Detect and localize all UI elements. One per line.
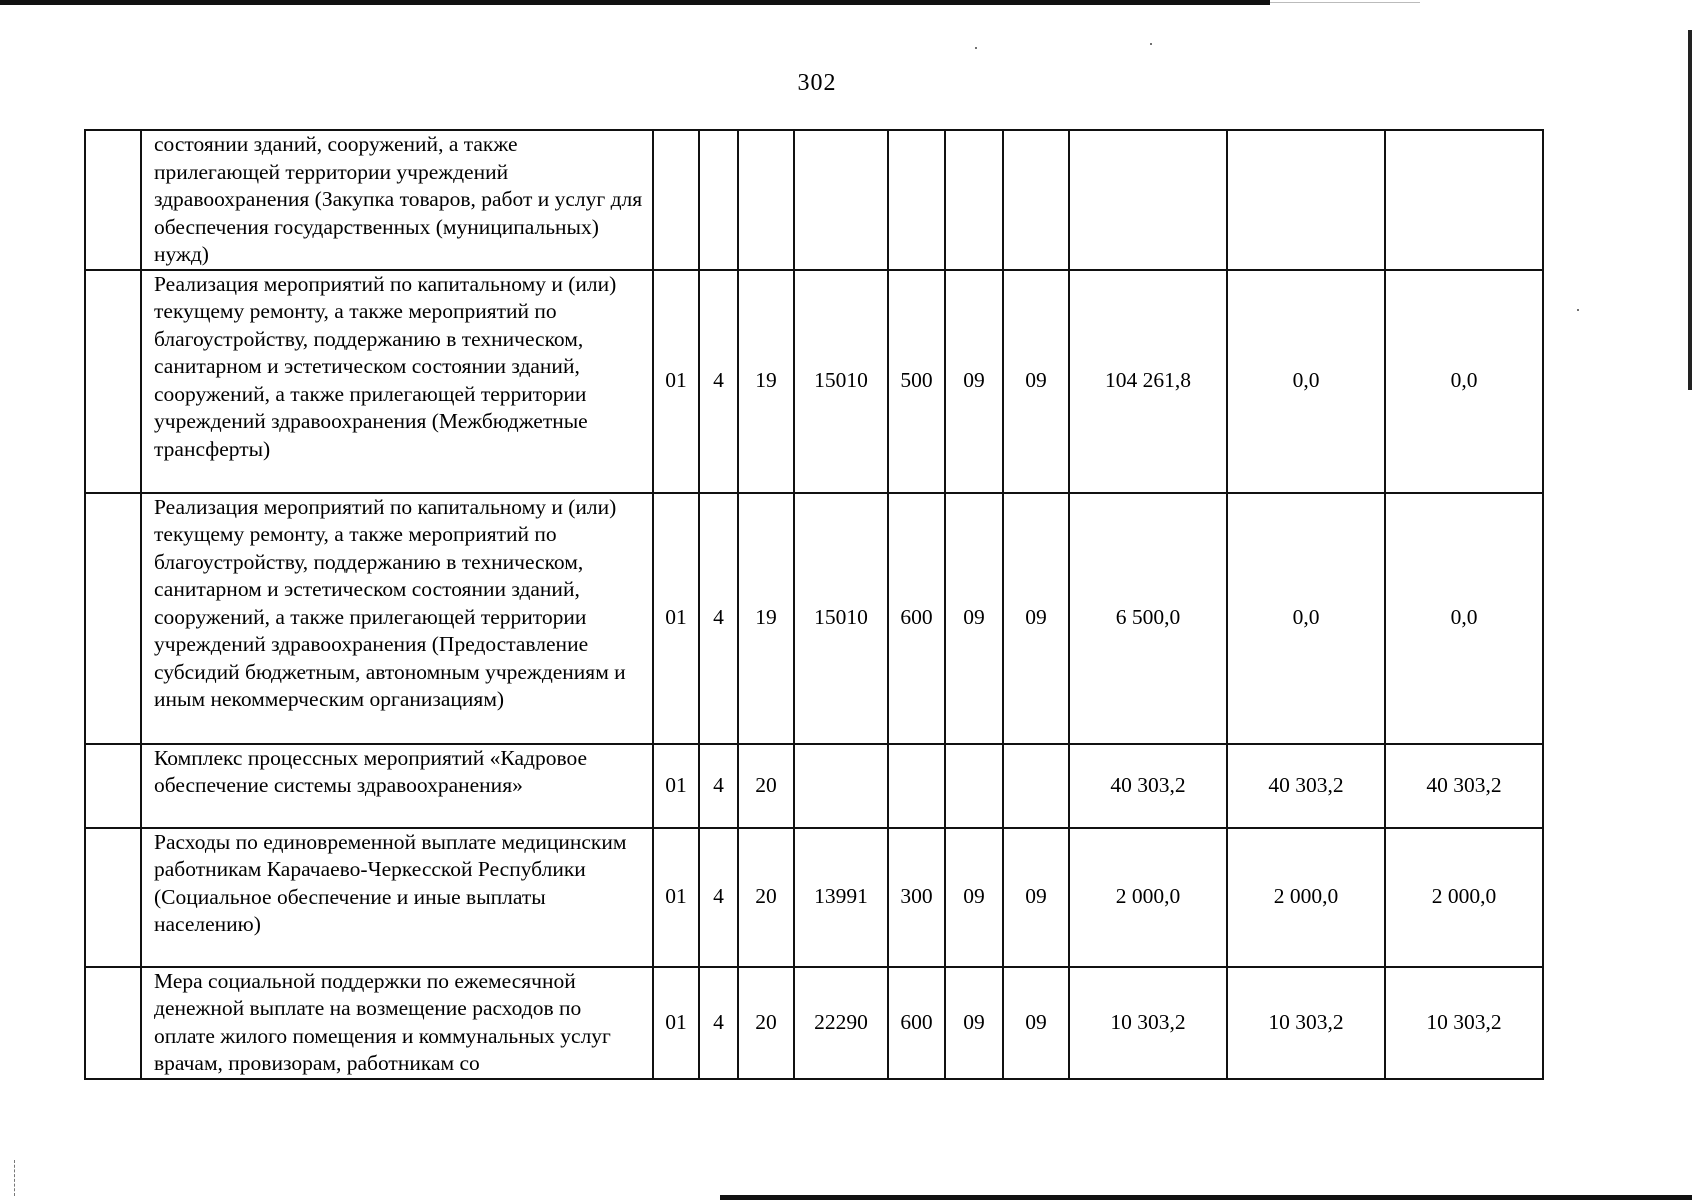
table-row (85, 744, 1543, 828)
scan-top-edge-faint (1270, 2, 1420, 3)
scan-top-edge (0, 0, 1270, 5)
amount-year-1: 2 000,0 (1069, 828, 1227, 967)
row-number-cell (85, 967, 141, 1079)
amount-year-2: 10 303,2 (1227, 967, 1385, 1079)
program-code: 01 (653, 828, 699, 967)
scan-bottom-edge (720, 1195, 1692, 1200)
subsection-code: 09 (1003, 967, 1069, 1079)
amount-year-1: 6 500,0 (1069, 493, 1227, 744)
amount-year-3: 2 000,0 (1385, 828, 1543, 967)
row-description: Расходы по единовременной выплате медицинским работникам Карачаево-Черкесской Республики (Социальное обеспечение и иные выплаты населению) (141, 828, 653, 967)
amount-year-1: 10 303,2 (1069, 967, 1227, 1079)
expense-type-code (888, 744, 945, 828)
direction-code: 15010 (794, 493, 888, 744)
program-code: 01 (653, 270, 699, 493)
table-row (85, 493, 1543, 744)
event-code: 20 (738, 744, 794, 828)
event-code: 20 (738, 828, 794, 967)
amount-year-3: 0,0 (1385, 493, 1543, 744)
event-code: 19 (738, 270, 794, 493)
table-row (85, 270, 1543, 493)
direction-code (794, 744, 888, 828)
direction-code: 22290 (794, 967, 888, 1079)
amount-year-3: 10 303,2 (1385, 967, 1543, 1079)
subprogram-code: 4 (699, 493, 738, 744)
section-code: 09 (945, 967, 1003, 1079)
event-code: 20 (738, 967, 794, 1079)
subsection-code: 09 (1003, 270, 1069, 493)
program-code (653, 130, 699, 270)
amount-year-1: 40 303,2 (1069, 744, 1227, 828)
section-code (945, 744, 1003, 828)
page-number: 302 (797, 70, 837, 96)
amount-year-3: 40 303,2 (1385, 744, 1543, 828)
subprogram-code (699, 130, 738, 270)
row-number-cell (85, 493, 141, 744)
subprogram-code: 4 (699, 828, 738, 967)
table-row (85, 828, 1543, 967)
section-code: 09 (945, 828, 1003, 967)
scan-speck (1577, 309, 1579, 311)
subprogram-code: 4 (699, 967, 738, 1079)
expense-type-code: 600 (888, 493, 945, 744)
table-row (85, 130, 1543, 270)
subsection-code: 09 (1003, 493, 1069, 744)
amount-year-2 (1227, 130, 1385, 270)
section-code: 09 (945, 493, 1003, 744)
row-description: Реализация мероприятий по капитальному и (или) текущему ремонту, а также мероприятий по благоустройству, поддержанию в техническом, санитарном и эстетическом состоянии зданий, сооружений, а также прилегающей территории учреждений здравоохранения (Межбюджетные трансферты) (141, 270, 653, 493)
expense-type-code: 500 (888, 270, 945, 493)
scan-left-mark (14, 1160, 16, 1196)
scan-speck (975, 47, 977, 49)
amount-year-3: 0,0 (1385, 270, 1543, 493)
subsection-code: 09 (1003, 828, 1069, 967)
direction-code (794, 130, 888, 270)
amount-year-1 (1069, 130, 1227, 270)
row-number-cell (85, 744, 141, 828)
row-description: Комплекс процессных мероприятий «Кадровое обеспечение системы здравоохранения» (141, 744, 653, 828)
row-number-cell (85, 828, 141, 967)
row-description: состоянии зданий, сооружений, а также прилегающей территории учреждений здравоохранения (Закупка товаров, работ и услуг для обеспечения государственных (муниципальных) нужд) (141, 130, 653, 270)
row-description: Мера социальной поддержки по ежемесячной денежной выплате на возмещение расходов по оплате жилого помещения и коммунальных услуг врачам, провизорам, работникам со (141, 967, 653, 1079)
expense-type-code (888, 130, 945, 270)
budget-table (84, 129, 1544, 1080)
subprogram-code: 4 (699, 744, 738, 828)
row-description: Реализация мероприятий по капитальному и (или) текущему ремонту, а также мероприятий по благоустройству, поддержанию в техническом, санитарном и эстетическом состоянии зданий, сооружений, а также прилегающей территории учреждений здравоохранения (Предоставление субсидий бюджетным, автономным учреждениям и иным некоммерческим организациям) (141, 493, 653, 744)
subprogram-code: 4 (699, 270, 738, 493)
amount-year-2: 0,0 (1227, 493, 1385, 744)
amount-year-2: 0,0 (1227, 270, 1385, 493)
scan-right-edge (1688, 30, 1692, 390)
section-code (945, 130, 1003, 270)
direction-code: 15010 (794, 270, 888, 493)
amount-year-3 (1385, 130, 1543, 270)
expense-type-code: 600 (888, 967, 945, 1079)
program-code: 01 (653, 967, 699, 1079)
direction-code: 13991 (794, 828, 888, 967)
event-code: 19 (738, 493, 794, 744)
program-code: 01 (653, 744, 699, 828)
amount-year-2: 40 303,2 (1227, 744, 1385, 828)
row-number-cell (85, 130, 141, 270)
table-row (85, 967, 1543, 1079)
expense-type-code: 300 (888, 828, 945, 967)
amount-year-2: 2 000,0 (1227, 828, 1385, 967)
section-code: 09 (945, 270, 1003, 493)
program-code: 01 (653, 493, 699, 744)
event-code (738, 130, 794, 270)
scan-speck (1150, 43, 1152, 45)
subsection-code (1003, 130, 1069, 270)
row-number-cell (85, 270, 141, 493)
subsection-code (1003, 744, 1069, 828)
amount-year-1: 104 261,8 (1069, 270, 1227, 493)
